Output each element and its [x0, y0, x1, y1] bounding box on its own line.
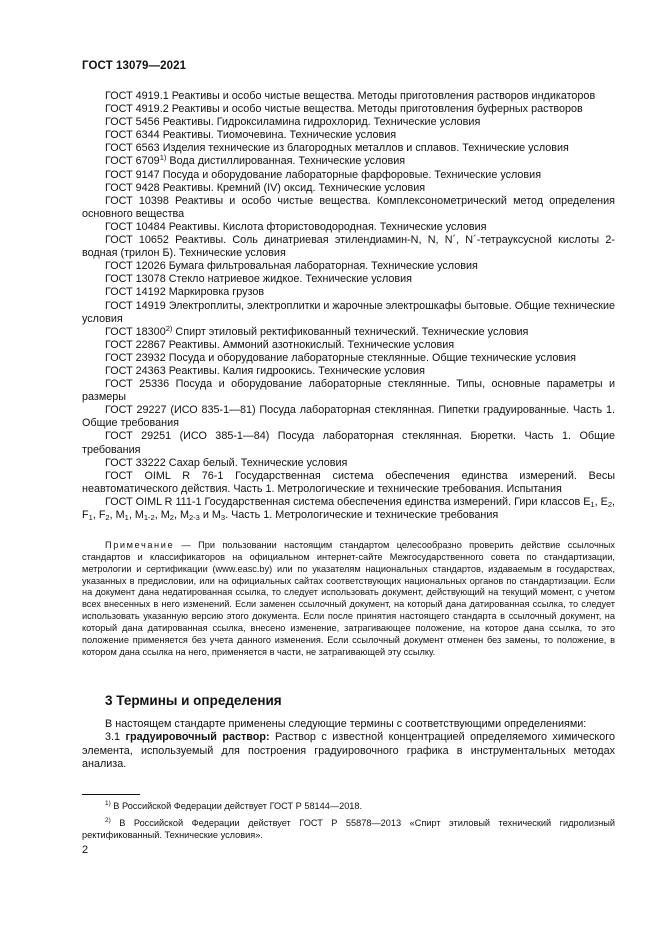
term-definition-text: Раствор с известной концентрацией определяемого химического элемента, используемый для построения градуировочного графика в инструментальных методах анализа.	[82, 731, 615, 770]
reference-item: ГОСТ 4919.1 Реактивы и особо чистые вещества. Методы приготовления растворов индикаторов	[105, 90, 596, 102]
reference-item-6709	[82, 155, 615, 168]
footnote-item	[82, 818, 615, 842]
reference-item: ГОСТ 9428 Реактивы. Кремний (IV) оксид. Технические условия	[105, 181, 426, 194]
class-e1: $E_1$	[583, 495, 595, 509]
note-paragraph	[82, 540, 615, 658]
reference-title: Спирт этиловый ректификованный технический. Технические условия	[172, 325, 529, 338]
note-label: Примечание	[105, 540, 175, 550]
reference-title: Вода дистиллированная. Технические условия	[166, 155, 406, 168]
class-m1-2: $M_{1-2}$	[134, 509, 155, 522]
term-definition	[82, 731, 615, 771]
page-number: 2	[82, 844, 89, 856]
term-name: градуировочный раствор:	[125, 731, 270, 744]
footnote-item	[82, 801, 615, 813]
reference-item: ГОСТ 4919.2 Реактивы и особо чистые вещества. Методы приготовления буферных растворов	[105, 103, 583, 116]
normative-references-list	[82, 90, 615, 522]
reference-item: ГОСТ 9147 Посуда и оборудование лабораторные фарфоровые. Технические условия	[105, 168, 542, 181]
reference-item-oiml-111: ГОСТ OIML R 111-1 Государственная система обеспечения единства измерений. Гири классов $E_1$, $E_2$, $F_1$, $F_2$, $M_1$, $M_{1-2}$, $M_2$, $M_{2-3}$ и $M_3$. Часть 1. Метрологические и технические требования	[82, 495, 616, 522]
reference-text: ГОСТ OIML R 111-1 Государственная система обеспечения единства измерений. Гири классов	[105, 495, 584, 508]
reference-item: ГОСТ 6563 Изделия технические из благородных металлов и сплавов. Технические условия	[105, 142, 569, 155]
term-number: 3.1	[105, 731, 126, 744]
reference-item: ГОСТ 29251 (ИСО 385-1—84) Посуда лабораторная стеклянная. Бюретки. Часть 1. Общие требования	[82, 430, 615, 456]
footnote-text: В Российской Федерации действует ГОСТ Р 58144—2018.	[110, 801, 363, 811]
footnote-divider	[82, 794, 140, 795]
note-text: — При пользовании настоящим стандартом целесообразно проверить действие ссылочных стандартов и классификаторов на официальном интернет-сайте Межгосударственного совета по стандартизации, метрологии и сертификации (www.easc.by) или по указателям национальных стандартов, издаваемым в государствах, указанных в предисловии, или на официальных сайтах соответствующих национальных органов по стандартизации. Если на документ дана недатированная ссылка, то следует использовать документ, действующий на текущий момент, с учетом всех внесенных в него изменений. Если заменен ссылочный документ, на который дана датированная ссылка, то следует использовать указанную версию этого документа. Если после принятия настоящего стандарта в ссылочный документ, на который дана датированная ссылка, внесено изменение, затрагивающее положение, на которое дана ссылка, то это положение применяется без учета данного изменения. Если ссылочный документ отменен без замены, то положение, в котором дана ссылка на него, применяется в части, не затрагивающей эту ссылку.	[82, 540, 615, 657]
reference-item-18300	[82, 323, 615, 339]
reference-item: ГОСТ 25336 Посуда и оборудование лабораторные стеклянные. Типы, основные параметры и размеры	[82, 378, 615, 404]
reference-item: ГОСТ 12026 Бумага фильтровальная лабораторная. Технические условия	[105, 260, 478, 273]
footnote-mark: 2)	[165, 323, 173, 333]
document-header: ГОСТ 13079—2021	[82, 60, 187, 72]
footnote-mark: 1)	[159, 153, 167, 163]
footnote-mark: 2)	[105, 816, 111, 824]
reference-item: ГОСТ 10652 Реактивы. Соль динатриевая этилендиамин-N, N, N´, N´-тетрауксусной кислоты 2-водная (трилон Б). Технические условия	[82, 234, 615, 260]
reference-code: ГОСТ 6709	[105, 155, 160, 168]
section-title: 3 Термины и определения	[105, 693, 282, 708]
footnote-mark: 1)	[105, 800, 111, 807]
reference-item: ГОСТ 14192 Маркировка грузов	[105, 286, 265, 299]
reference-item: ГОСТ OIML R 76-1 Государственная система обеспечения единства измерений. Весы неавтоматического действия. Часть 1. Метрологические и технические требования. Испытания	[82, 469, 615, 495]
reference-item: ГОСТ 24363 Реактивы. Калия гидроокись. Технические условия	[105, 364, 425, 377]
reference-item: ГОСТ 14919 Электроплиты, электроплитки и жарочные электрошкафы бытовые. Общие технические условия	[82, 299, 615, 325]
footnotes	[82, 801, 615, 847]
reference-item: ГОСТ 33222 Сахар белый. Технические условия	[105, 456, 348, 469]
section-intro: В настоящем стандарте применены следующие термины с соответствующими определениями:	[105, 718, 587, 730]
reference-item: ГОСТ 22867 Реактивы. Аммоний азотнокислый. Технические условия	[105, 338, 455, 351]
class-m2: $M_2$	[160, 509, 174, 522]
reference-item: ГОСТ 5456 Реактивы. Гидроксиламина гидрохлорид. Технические условия	[105, 116, 481, 129]
class-f2: $F_2$	[98, 509, 110, 522]
reference-item: ГОСТ 29227 (ИСО 835-1—81) Посуда лабораторная стеклянная. Пипетки градуированные. Часть 1. Общие требования	[82, 404, 615, 430]
class-m3: $M_3$	[211, 509, 226, 522]
class-m2-3: $M_{2-3}$	[179, 509, 200, 522]
class-m1: $M_1$	[115, 509, 129, 522]
reference-tail: . Часть 1. Метрологические и технические требования	[225, 509, 499, 521]
reference-item: ГОСТ 6344 Реактивы. Тиомочевина. Технические условия	[105, 129, 397, 142]
reference-item: ГОСТ 10398 Реактивы и особо чистые вещества. Комплексонометрический метод определения основного вещества	[82, 194, 615, 220]
reference-code: ГОСТ 18300	[105, 325, 166, 338]
class-e2: $E_2$	[600, 495, 613, 509]
class-f1: $F_1$	[82, 509, 93, 522]
reference-item: ГОСТ 23932 Посуда и оборудование лабораторные стеклянные. Общие технические условия	[105, 351, 576, 364]
footnote-text: В Российской Федерации действует ГОСТ Р 55878—2013 «Спирт этиловый технический гидролизный ректификованный. Технические условия».	[82, 817, 615, 840]
reference-item: ГОСТ 10484 Реактивы. Кислота фтористоводородная. Технические условия	[105, 220, 487, 233]
reference-item: ГОСТ 13078 Стекло натриевое жидкое. Технические условия	[105, 273, 412, 286]
section-body	[82, 718, 615, 771]
